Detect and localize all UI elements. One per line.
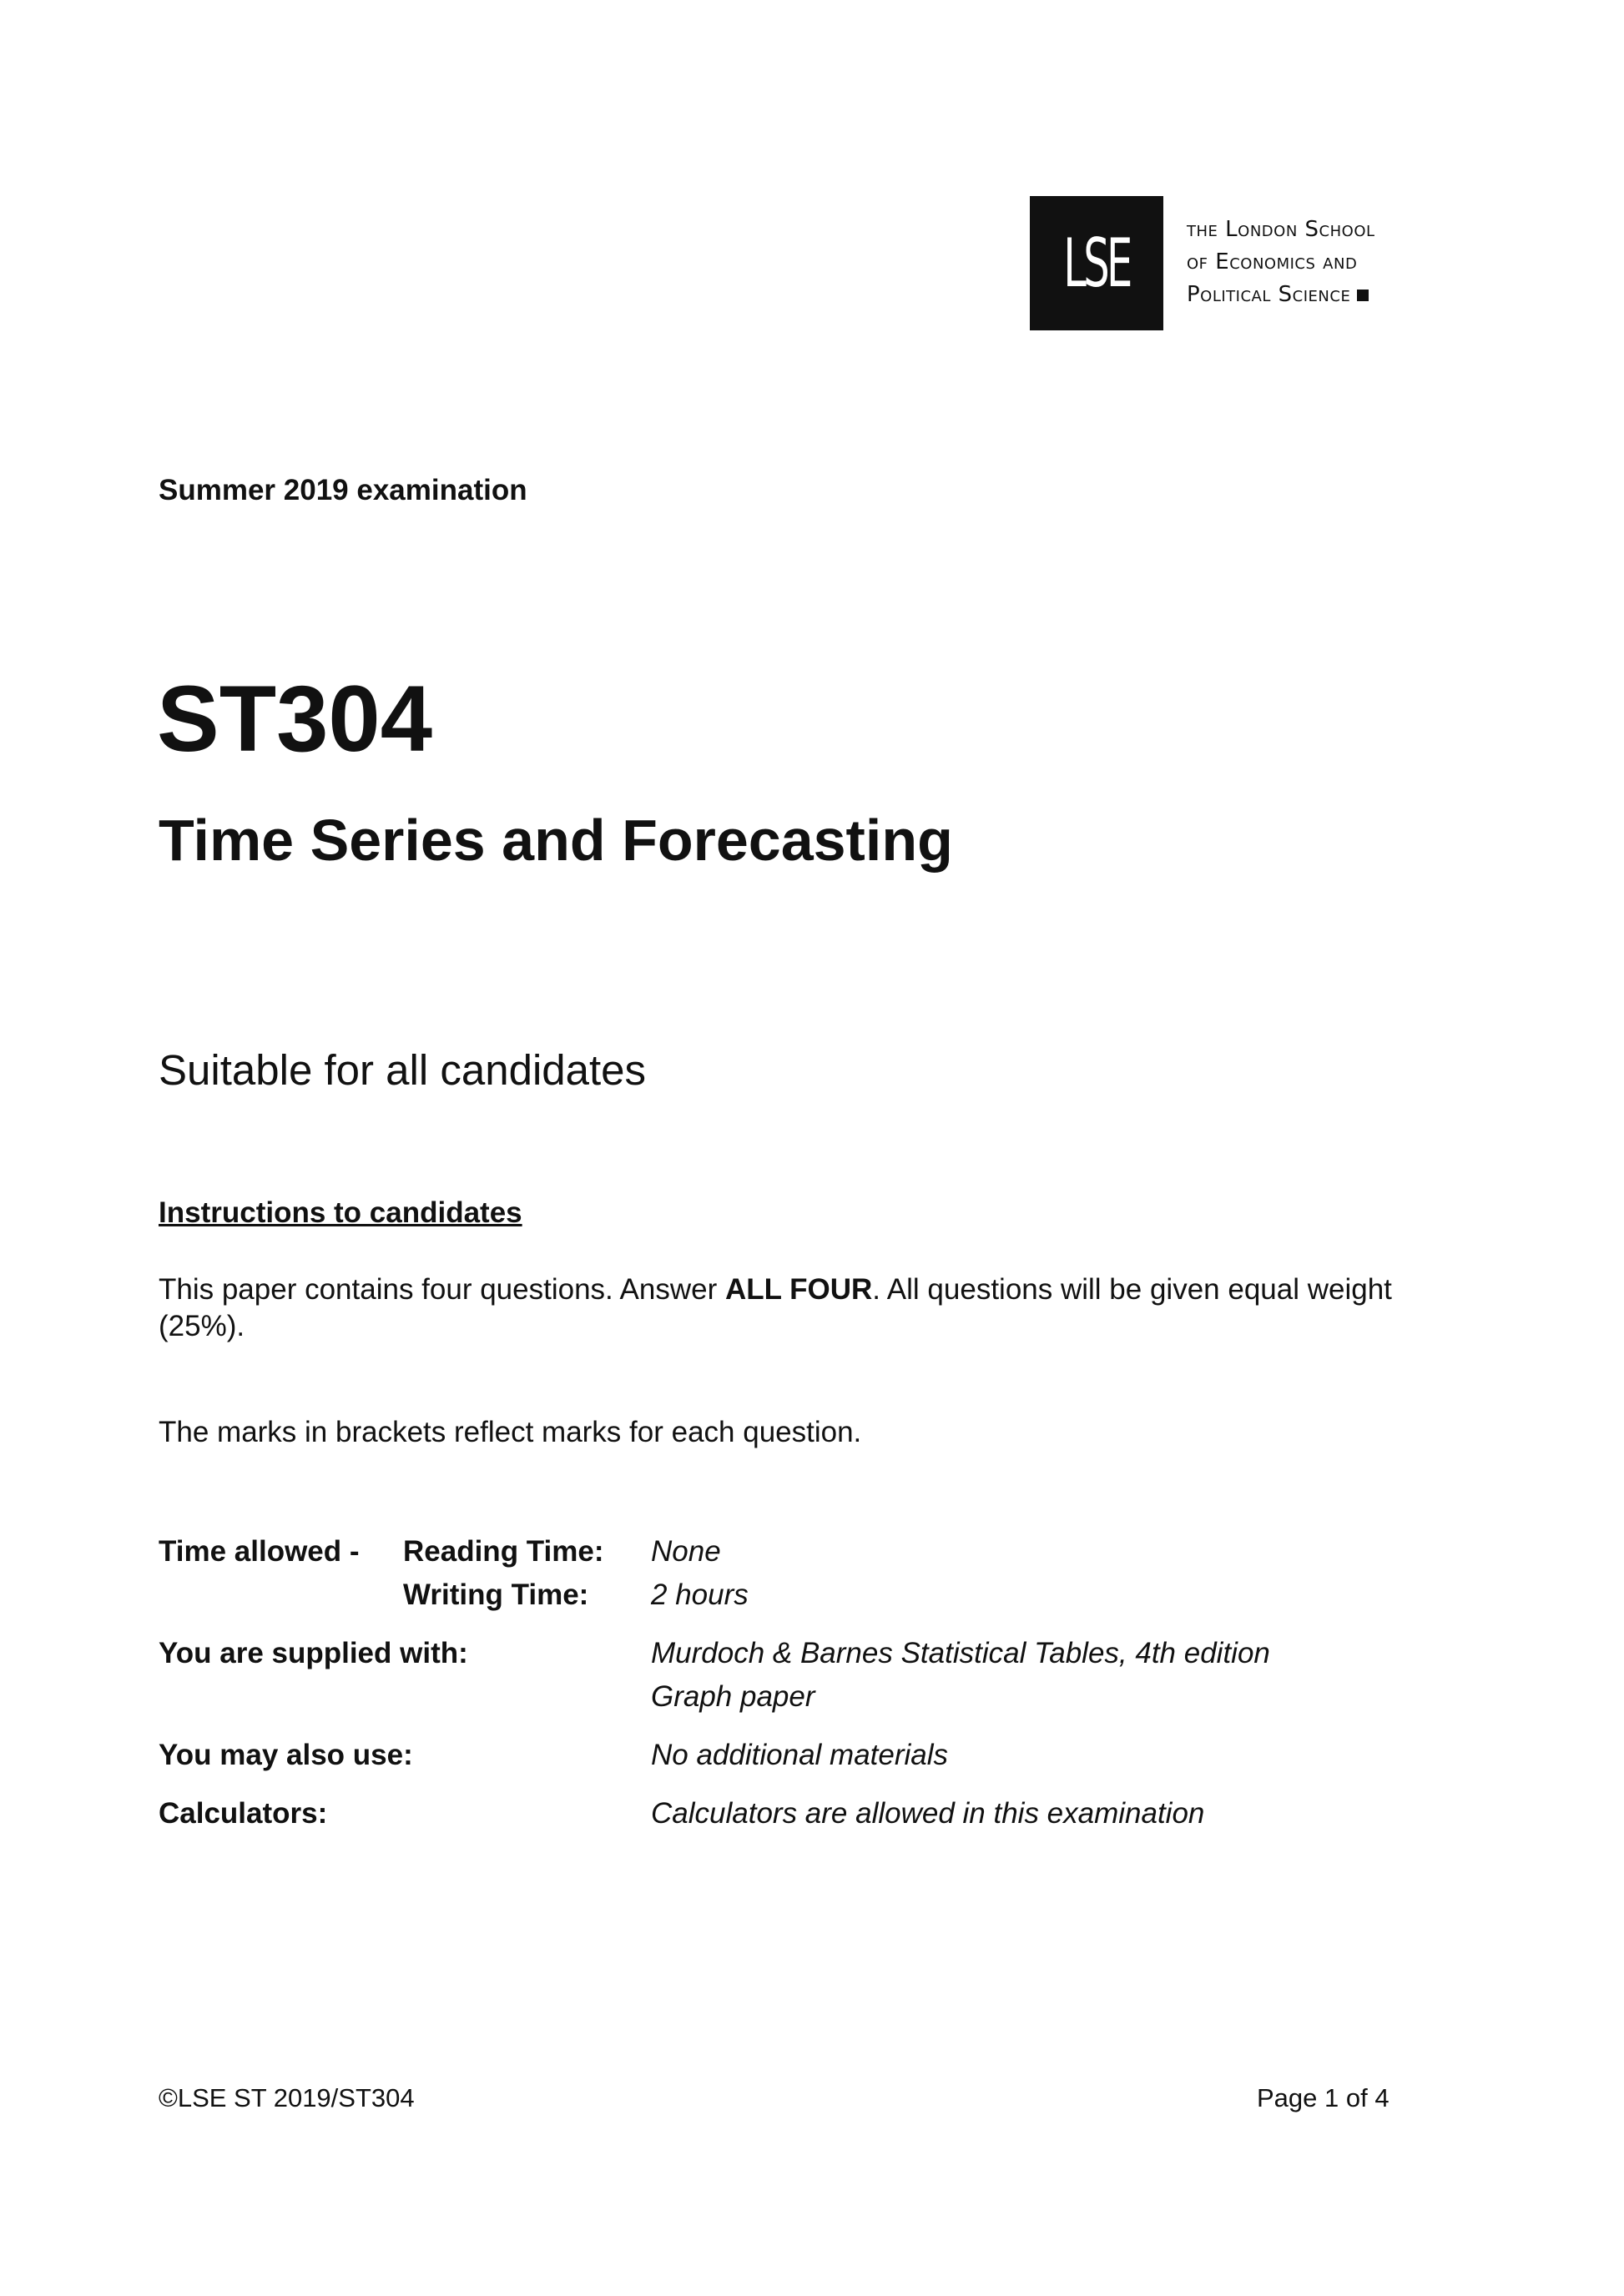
time-allowed-label: Time allowed - (159, 1535, 360, 1568)
answer-emphasis: ALL FOUR (724, 1273, 873, 1306)
calculators-value: Calculators are allowed in this examination (651, 1797, 1205, 1830)
lse-logo-letters: LSE (1063, 224, 1130, 302)
suitability-note: Suitable for all candidates (159, 1046, 647, 1094)
footer-copyright: ©LSE ST 2019/ST304 (159, 2083, 415, 2112)
reading-time-label: Reading Time: (403, 1535, 604, 1568)
instructions-paragraph: This paper contains four questions. Answer ALL FOUR. All questions will be given equal weight (25%). (159, 1273, 1392, 1342)
logo-square-icon (1357, 290, 1369, 301)
lse-logo-wordmark (1187, 214, 1375, 311)
supplied-value-tables: Murdoch & Barnes Statistical Tables, 4th edition (651, 1637, 1270, 1669)
logo-line-1: the London School (1187, 217, 1375, 242)
instructions-heading: Instructions to candidates (159, 1196, 522, 1229)
reading-time-value: None (651, 1535, 721, 1568)
writing-time-value: 2 hours (651, 1578, 749, 1611)
also-use-value: No additional materials (651, 1739, 949, 1771)
course-title: Time Series and Forecasting (159, 808, 953, 873)
lse-logo-mark (1030, 196, 1163, 330)
course-code: ST304 (157, 667, 432, 771)
marks-note: The marks in brackets reflect marks for each question. (159, 1416, 862, 1448)
logo-line-3: Political Science (1187, 279, 1375, 311)
supplied-label: You are supplied with: (159, 1637, 468, 1669)
supplied-value-graph-paper: Graph paper (651, 1680, 815, 1713)
writing-time-label: Writing Time: (403, 1578, 589, 1611)
exam-session: Summer 2019 examination (159, 474, 527, 506)
footer-page-number: Page 1 of 4 (1257, 2083, 1389, 2112)
calculators-label: Calculators: (159, 1797, 328, 1830)
logo-line-2: of Economics and (1187, 249, 1358, 274)
also-use-label: You may also use: (159, 1739, 413, 1771)
